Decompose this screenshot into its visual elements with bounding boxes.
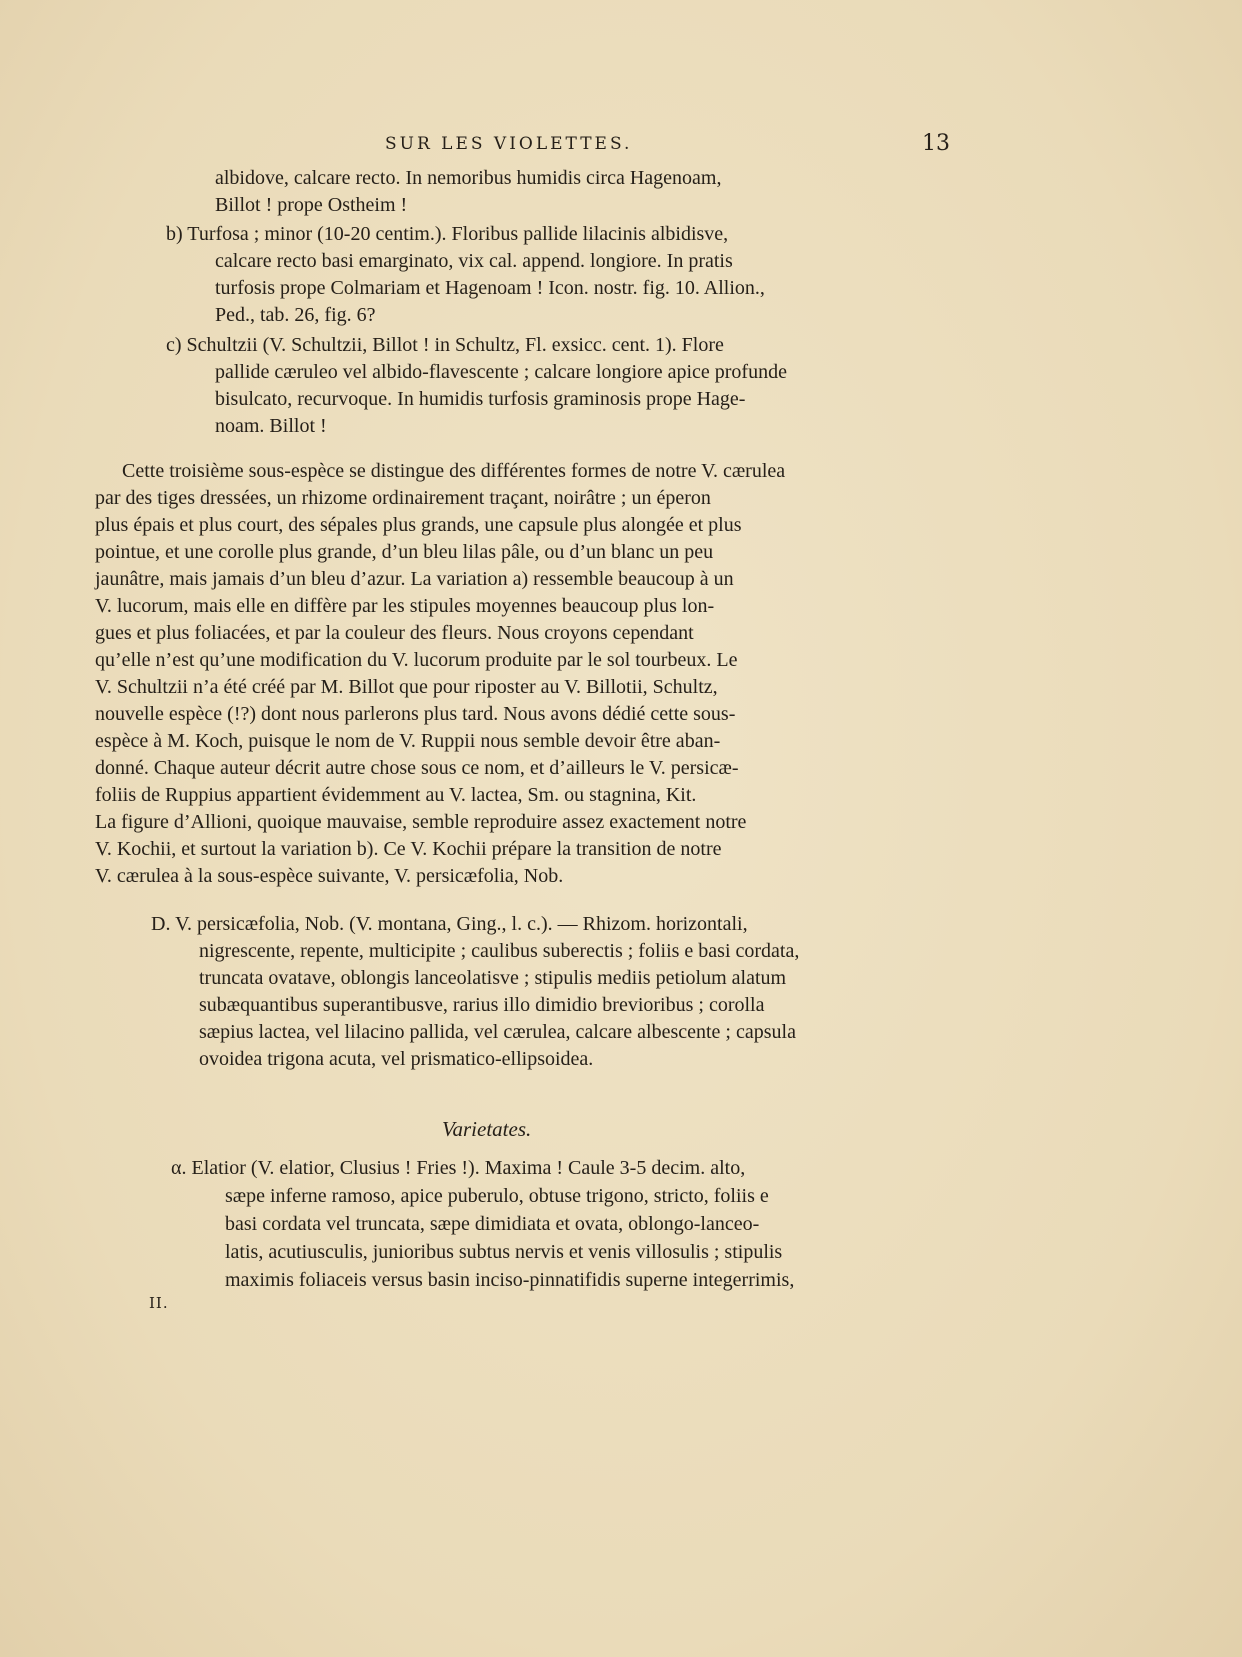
signature-mark: II. (149, 1294, 169, 1312)
text-line: espèce à M. Koch, puisque le nom de V. Ruppii nous semble devoir être aban- (95, 730, 721, 752)
text-line: V. lucorum, mais elle en diffère par les stipules moyennes beaucoup plus lon- (95, 595, 715, 617)
text-line: La figure d’Allioni, quoique mauvaise, semble reproduire assez exactement notre (95, 811, 747, 833)
page-number: 13 (922, 131, 950, 156)
text-line: Cette troisième sous-espèce se distingue des différentes formes de notre V. cærulea (122, 460, 786, 482)
text-line: donné. Chaque auteur décrit autre chose sous ce nom, et d’ailleurs le V. persicæ- (95, 757, 739, 779)
text-line: turfosis prope Colmariam et Hagenoam ! Icon. nostr. fig. 10. Allion., (215, 277, 765, 299)
text-line: V. Schultzii n’a été créé par M. Billot que pour riposter au V. Billotii, Schultz, (95, 676, 718, 698)
text-line: foliis de Ruppius appartient évidemment au V. lactea, Sm. ou stagnina, Kit. (95, 784, 697, 806)
text-line: basi cordata vel truncata, sæpe dimidiata et ovata, oblongo-lanceo- (225, 1213, 760, 1235)
text-line: bisulcato, recurvoque. In humidis turfosis graminosis prope Hage- (215, 388, 746, 410)
text-line: D. V. persicæfolia, Nob. (V. montana, Ging., l. c.). — Rhizom. horizontali, (151, 913, 748, 935)
text-line: b) Turfosa ; minor (10-20 centim.). Floribus pallide lilacinis albidisve, (166, 223, 729, 245)
text-line: ovoidea trigona acuta, vel prismatico-ellipsoidea. (199, 1048, 594, 1070)
text-line: truncata ovatave, oblongis lanceolatisve ; stipulis mediis petiolum alatum (199, 967, 787, 989)
text-line: maximis foliaceis versus basin inciso-pinnatifidis superne integerrimis, (225, 1269, 795, 1291)
running-header (385, 131, 950, 156)
text-line: calcare recto basi emarginato, vix cal. append. longiore. In pratis (215, 250, 733, 272)
text-line: noam. Billot ! (215, 415, 327, 437)
section-heading: Varietates. (442, 1117, 532, 1141)
text-line: latis, acutiusculis, junioribus subtus nervis et venis villosulis ; stipulis (225, 1241, 783, 1263)
text-line: α. Elatior (V. elatior, Clusius ! Fries !). Maxima ! Caule 3-5 decim. alto, (171, 1157, 746, 1179)
text-line: nouvelle espèce (!?) dont nous parlerons plus tard. Nous avons dédié cette sous- (95, 703, 736, 725)
text-line: pointue, et une corolle plus grande, d’un bleu lilas pâle, ou d’un blanc un peu (95, 541, 714, 563)
text-line: subæquantibus superantibusve, rarius illo dimidio brevioribus ; corolla (199, 994, 765, 1016)
text-line: gues et plus foliacées, et par la couleur des fleurs. Nous croyons cependant (95, 622, 694, 644)
text-line: sæpe inferne ramoso, apice puberulo, obtuse trigono, stricto, foliis e (225, 1185, 769, 1207)
text-line: plus épais et plus court, des sépales plus grands, une capsule plus alongée et plus (95, 514, 742, 536)
text-line: V. Kochii, et surtout la variation b). Ce V. Kochii prépare la transition de notre (95, 838, 722, 860)
text-line: albidove, calcare recto. In nemoribus humidis circa Hagenoam, (215, 167, 722, 189)
text-line: pallide cæruleo vel albido-flavescente ; calcare longiore apice profunde (215, 361, 787, 383)
text-line: c) Schultzii (V. Schultzii, Billot ! in Schultz, Fl. exsicc. cent. 1). Flore (166, 334, 724, 356)
text-line: jaunâtre, mais jamais d’un bleu d’azur. La variation a) ressemble beaucoup à un (95, 568, 734, 590)
running-title: SUR LES VIOLETTES. (385, 134, 633, 154)
text-line: sæpius lactea, vel lilacino pallida, vel cærulea, calcare albescente ; capsula (199, 1021, 796, 1043)
text-line: par des tiges dressées, un rhizome ordinairement traçant, noirâtre ; un éperon (95, 487, 711, 509)
text-line: V. cærulea à la sous-espèce suivante, V. persicæfolia, Nob. (95, 865, 564, 887)
text-line: Billot ! prope Ostheim ! (215, 194, 408, 216)
text-line: qu’elle n’est qu’une modification du V. lucorum produite par le sol tourbeux. Le (95, 649, 738, 671)
text-line: nigrescente, repente, multicipite ; caulibus suberectis ; foliis e basi cordata, (199, 940, 800, 962)
text-line: Ped., tab. 26, fig. 6? (215, 304, 376, 326)
